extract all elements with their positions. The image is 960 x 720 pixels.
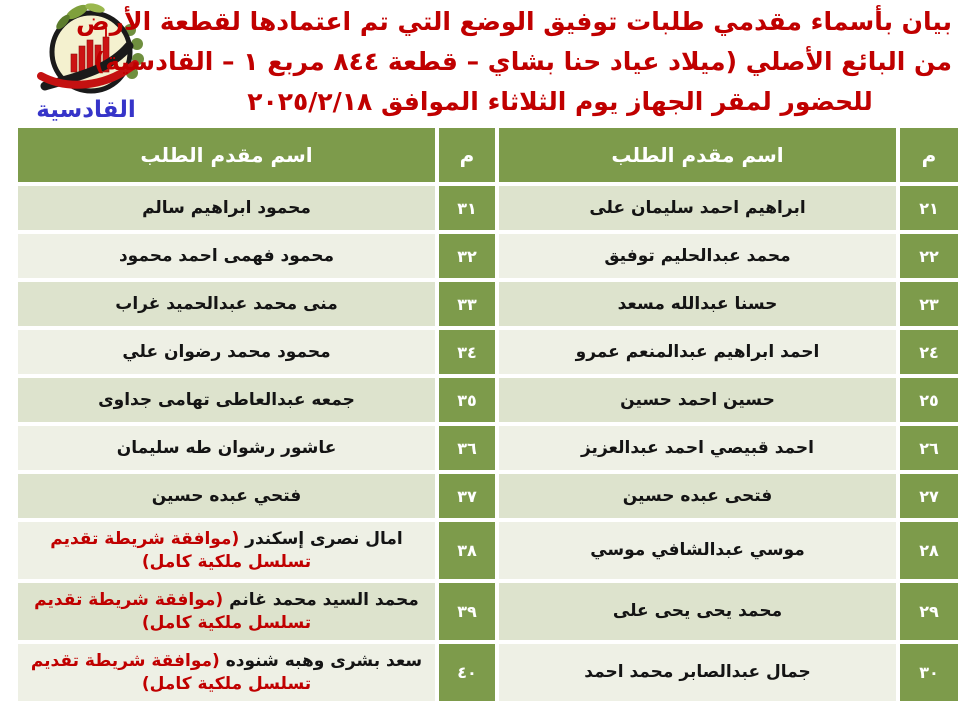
applicant-name-left [18,522,435,579]
serial-cell-right: ٢١ [900,186,958,230]
title-line-3: للحضور لمقر الجهاز يوم الثلاثاء الموافق ٢٠٢٥/٢/١٨ [247,87,873,116]
table-row [18,426,958,470]
serial-cell-right: ٢٣ [900,282,958,326]
applicant-name-right: محمد يحى يحى على [499,583,896,640]
applicant-name-text: محمود فهمى احمد محمود [118,245,335,266]
serial-cell-left: ٣١ [439,186,495,230]
applicant-name-text: محمد السيد محمد غانم [229,589,419,610]
applicant-name-with-note [26,650,427,696]
serial-cell-left: ٣٤ [439,330,495,374]
serial-cell-right: ٢٢ [900,234,958,278]
applicant-name-right: جمال عبدالصابر محمد احمد [499,644,896,701]
applicant-name-left [18,426,435,470]
applicant-name-text: جمعه عبدالعاطى تهامى جداوى [98,389,355,410]
logo-caption: القادسية [36,97,136,123]
applicant-name-left [18,583,435,640]
serial-cell-left: ٣٧ [439,474,495,518]
serial-cell-left: ٣٦ [439,426,495,470]
table-row [18,474,958,518]
applicant-name-text: منى محمد عبدالحميد غراب [115,293,338,314]
applicant-name-right: احمد قبيصي احمد عبدالعزيز [499,426,896,470]
serial-cell-right: ٢٦ [900,426,958,470]
approval-condition-note: (موافقة شريطة تقديم تسلسل ملكية كامل) [34,589,312,633]
applicant-name-left [18,330,435,374]
serial-cell-left: ٣٩ [439,583,495,640]
applicant-name-text: امال نصرى إسكندر [245,528,403,549]
applicant-name-text: محمود ابراهيم سالم [142,197,311,218]
applicant-name-right: موسي عبدالشافي موسي [499,522,896,579]
table-row [18,234,958,278]
applicant-name-with-note [26,589,427,635]
page-title [75,2,952,122]
table-row [18,644,958,701]
applicant-name-right: ابراهيم احمد سليمان على [499,186,896,230]
serial-cell-right: ٢٩ [900,583,958,640]
applicant-name-right: فتحى عبده حسين [499,474,896,518]
title-line-2: من البائع الأصلي (ميلاد عياد حنا بشاي – قطعة ٨٤٤ مربع ١ – القادسية) [93,47,952,76]
applicant-name-with-note [26,528,427,574]
header-name-right: اسم مقدم الطلب [499,128,896,182]
applicant-name-text: عاشور رشوان طه سليمان [116,437,337,458]
applicants-table [18,128,958,705]
table-body [18,186,958,701]
approval-condition-note: (موافقة شريطة تقديم تسلسل ملكية كامل) [30,650,312,694]
table-row [18,522,958,579]
table-row [18,282,958,326]
table-row [18,186,958,230]
serial-cell-right: ٢٥ [900,378,958,422]
serial-cell-right: ٢٨ [900,522,958,579]
applicant-name-text: فتحي عبده حسين [151,485,302,506]
table-row [18,330,958,374]
serial-cell-right: ٢٧ [900,474,958,518]
applicant-name-left [18,474,435,518]
serial-cell-left: ٣٥ [439,378,495,422]
table-row [18,583,958,640]
serial-cell-left: ٤٠ [439,644,495,701]
serial-cell-right: ٢٤ [900,330,958,374]
applicant-name-right: محمد عبدالحليم توفيق [499,234,896,278]
applicant-name-right: حسنا عبدالله مسعد [499,282,896,326]
approval-condition-note: (موافقة شريطة تقديم تسلسل ملكية كامل) [50,528,312,572]
title-line-1: بيان بأسماء مقدمي طلبات توفيق الوضع التي تم اعتمادها لقطعة الأرض [75,7,952,36]
header-serial-right: م [900,128,958,182]
serial-cell-right: ٣٠ [900,644,958,701]
header-name-left: اسم مقدم الطلب [18,128,435,182]
applicant-name-left [18,378,435,422]
serial-cell-left: ٣٣ [439,282,495,326]
applicant-name-right: حسين احمد حسين [499,378,896,422]
header-serial-left: م [439,128,495,182]
applicant-name-left [18,234,435,278]
serial-cell-left: ٣٨ [439,522,495,579]
applicant-name-text: محمود محمد رضوان علي [122,341,331,362]
applicant-name-left [18,282,435,326]
table-header-row [18,128,958,182]
applicant-name-left [18,644,435,701]
table-row [18,378,958,422]
serial-cell-left: ٣٢ [439,234,495,278]
applicant-name-text: سعد بشرى وهبه شنوده [225,650,423,671]
applicant-name-right: احمد ابراهيم عبدالمنعم عمرو [499,330,896,374]
applicant-name-left [18,186,435,230]
